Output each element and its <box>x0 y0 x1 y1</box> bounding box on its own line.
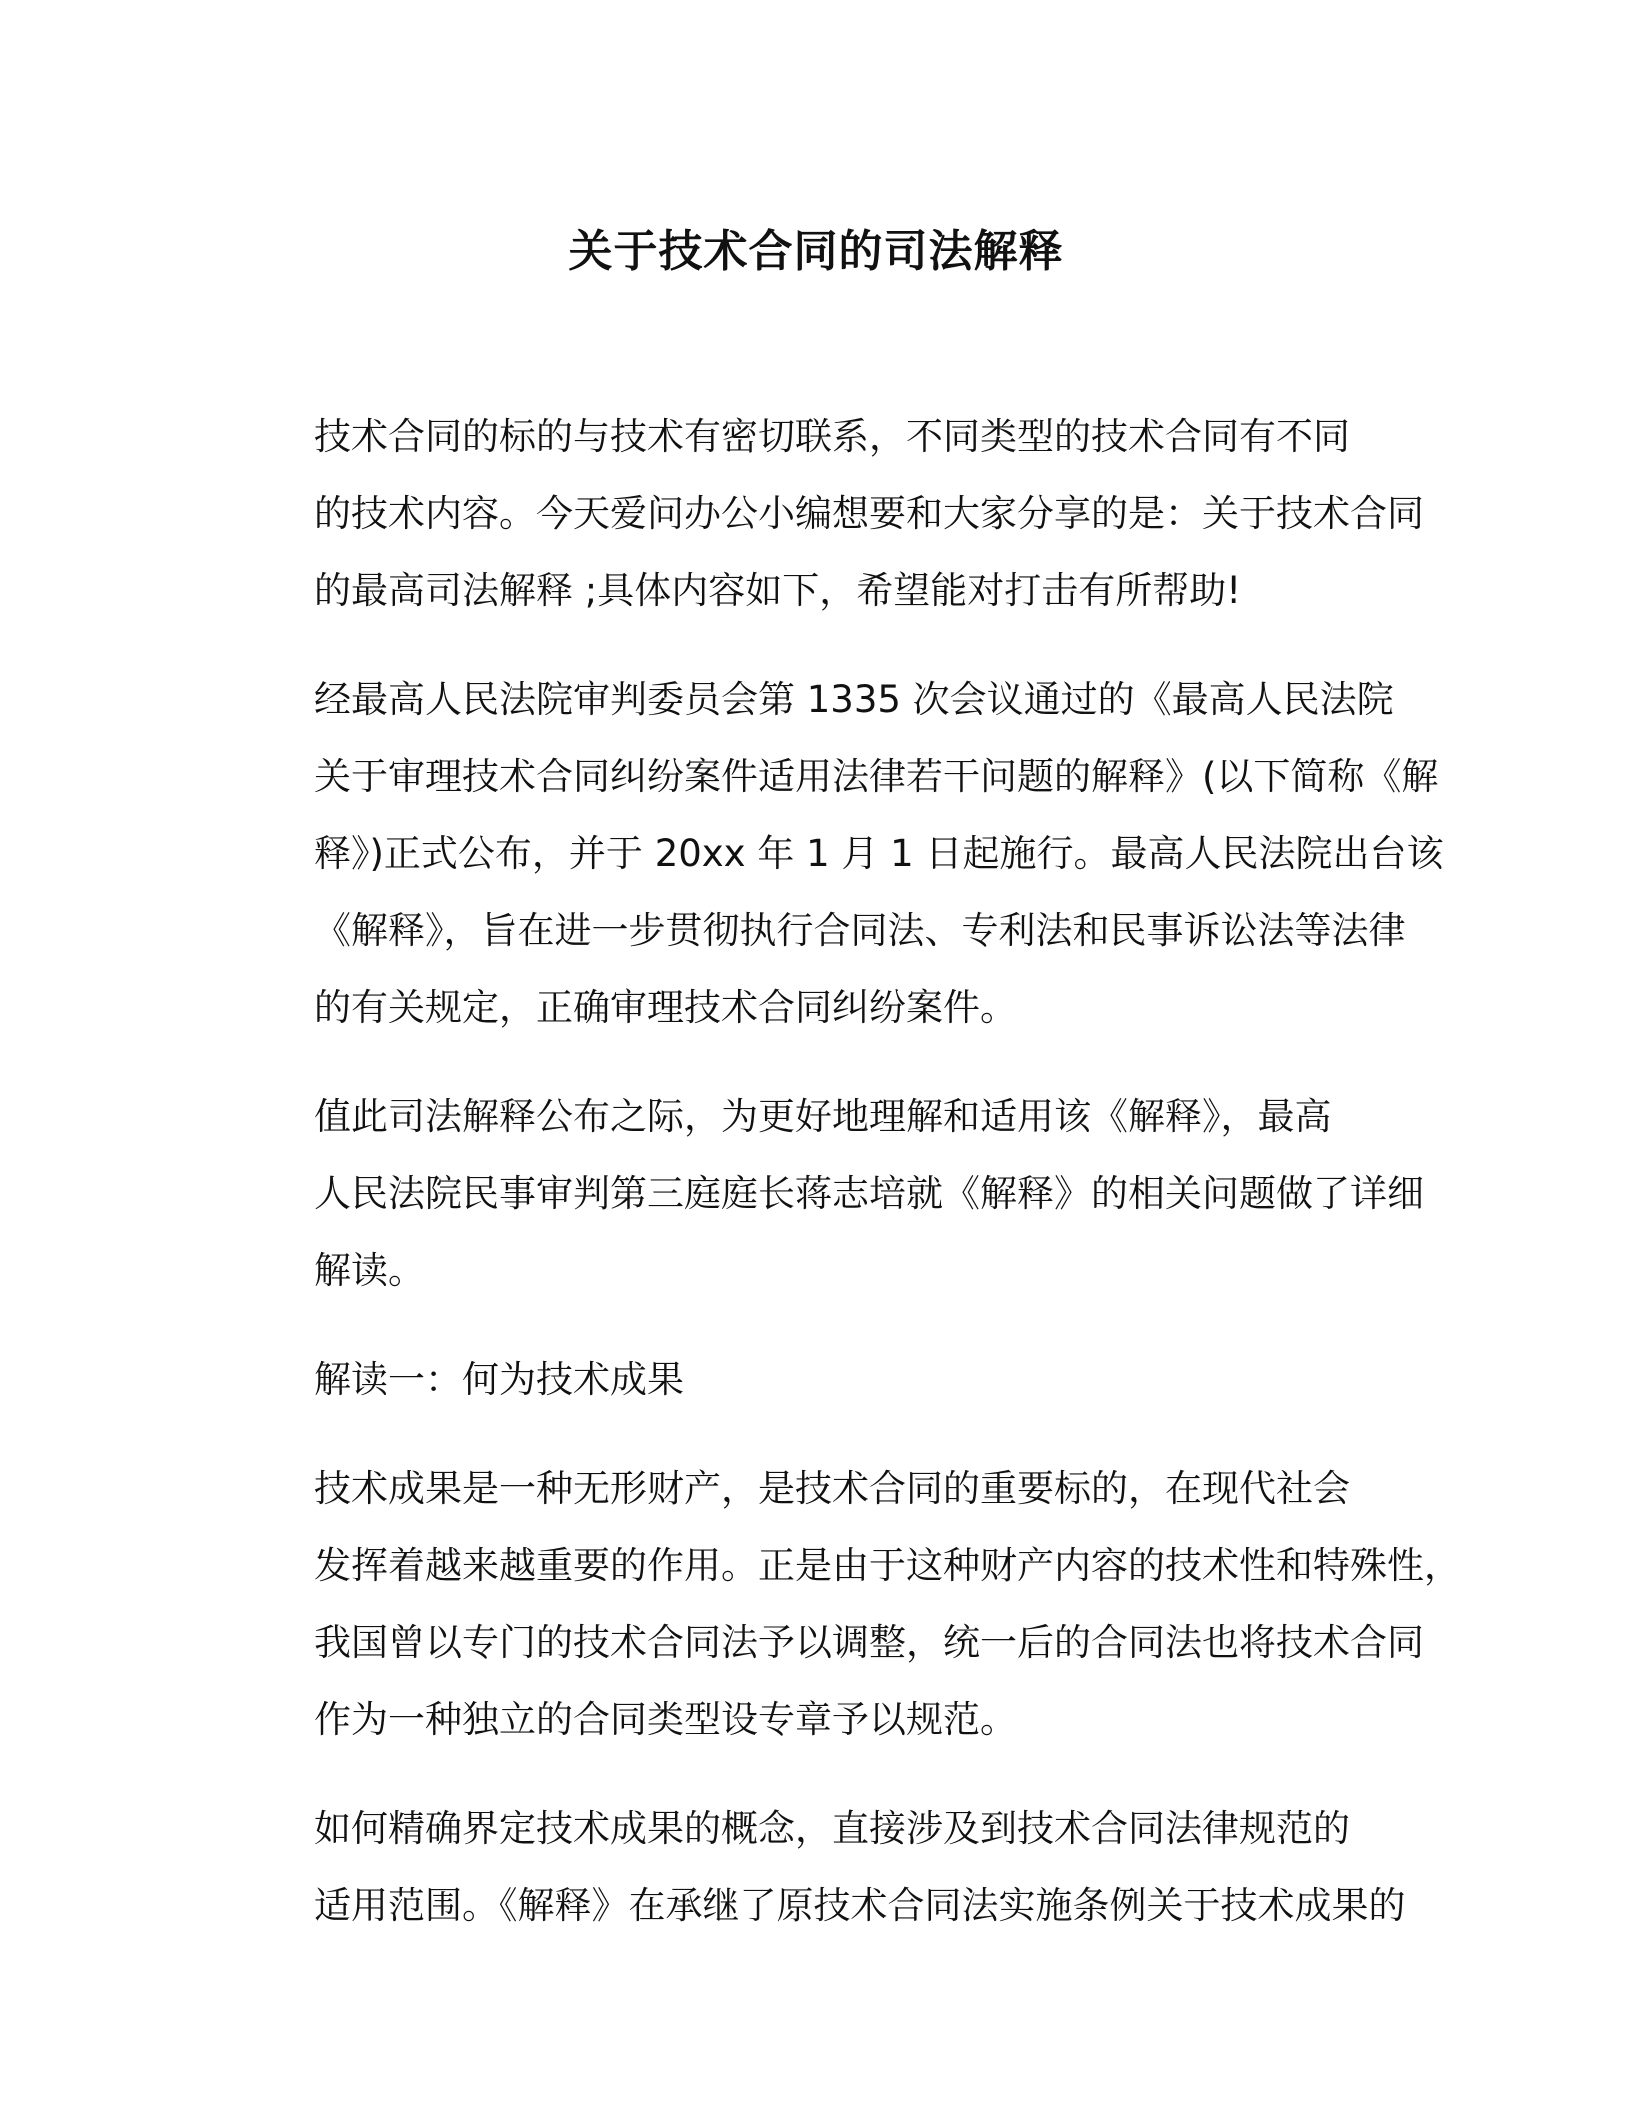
paragraph-intro <box>240 398 1424 629</box>
section-heading <box>240 1341 1380 1418</box>
paragraph-line: 《解释》，旨在进一步贯彻执行合同法、专利法和民事诉讼法等法律 <box>314 909 1406 952</box>
paragraph-line: 释》)正式公布，并于 20xx 年 1 月 1 日起施行。最高人民法院出台该 <box>314 832 1444 875</box>
paragraph-occasion <box>240 1078 1424 1309</box>
paragraph-line: 适用范围。《解释》在承继了原技术合同法实施条例关于技术成果的 <box>314 1884 1406 1927</box>
paragraph-line: 如何精确界定技术成果的概念，直接涉及到技术合同法律规范的 <box>314 1807 1350 1850</box>
paragraph-line: 技术成果是一种无形财产，是技术合同的重要标的，在现代社会 <box>314 1467 1350 1510</box>
paragraph-line: 的最高司法解释 ;具体内容如下，希望能对打击有所帮助! <box>314 569 1242 612</box>
paragraph-line: 我国曾以专门的技术合同法予以调整，统一后的合同法也将技术合同 <box>314 1621 1424 1664</box>
paragraph-line: 人民法院民事审判第三庭庭长蒋志培就《解释》的相关问题做了详细 <box>314 1172 1424 1215</box>
paragraph-line: 的技术内容。今天爱问办公小编想要和大家分享的是：关于技术合同 <box>314 492 1424 535</box>
paragraph-line: 发挥着越来越重要的作用。正是由于这种财产内容的技术性和特殊性， <box>314 1544 1461 1587</box>
section-heading-line: 解读一：何为技术成果 <box>314 1358 684 1401</box>
document-body <box>240 398 1461 1976</box>
paragraph-line: 经最高人民法院审判委员会第 1335 次会议通过的《最高人民法院 <box>314 678 1394 721</box>
document-title: 关于技术合同的司法解释 <box>568 226 1064 277</box>
paragraph-line: 技术合同的标的与技术有密切联系，不同类型的技术合同有不同 <box>314 415 1350 458</box>
paragraph-line: 解读。 <box>314 1249 425 1292</box>
paragraph-tech-achievement <box>240 1450 1461 1758</box>
paragraph-definition <box>240 1790 1406 1944</box>
paragraph-line: 值此司法解释公布之际，为更好地理解和适用该《解释》，最高 <box>314 1095 1332 1138</box>
paragraph-line: 作为一种独立的合同类型设专章予以规范。 <box>314 1698 1017 1741</box>
paragraph-line: 关于审理技术合同纠纷案件适用法律若干问题的解释》(以下简称《解 <box>314 755 1439 798</box>
paragraph-publication <box>240 661 1444 1046</box>
paragraph-line: 的有关规定，正确审理技术合同纠纷案件。 <box>314 986 1017 1029</box>
